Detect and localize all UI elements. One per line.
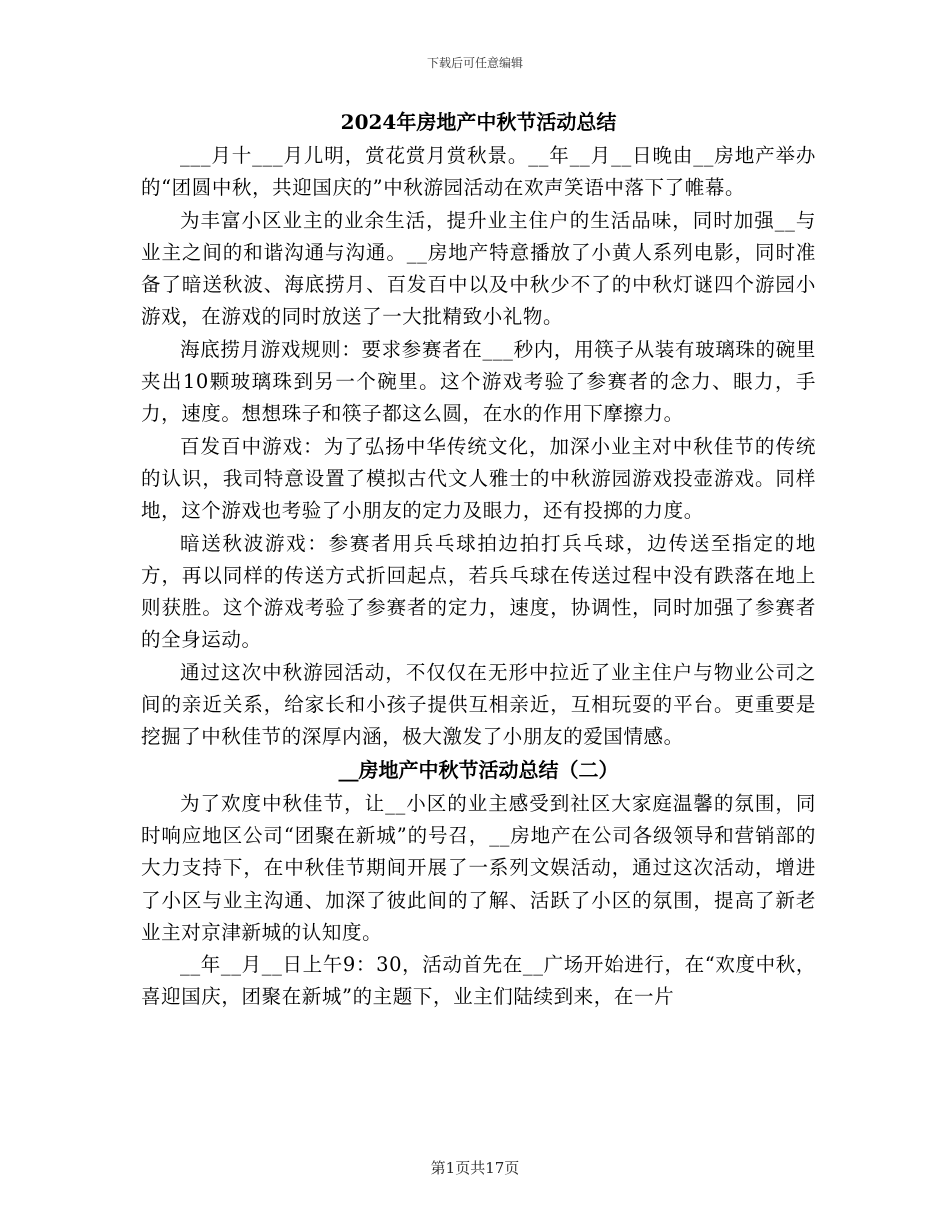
document-body [141, 106, 816, 1014]
paragraph-purpose: 为丰富小区业主的业余生活，提升业主住户的生活品味，同时加强__与业主之间的和谐沟通与沟通。__房地产特意播放了小黄人系列电影，同时准备了暗送秋波、海底捞月、百发百中以及中秋少不了的中秋灯谜四个游园小游戏，在游戏的同时放送了一大批精致小礼物。 [141, 208, 816, 329]
paragraph-game-haidilaoyue: 海底捞月游戏规则：要求参赛者在___秒内，用筷子从装有玻璃珠的碗里夹出10颗玻璃珠到另一个碗里。这个游戏考验了参赛者的念力、眼力，手力，速度。想想珠子和筷子都这么圆，在水的作用下摩擦力。 [141, 337, 816, 426]
document-title: 2024年房地产中秋节活动总结 [340, 110, 617, 134]
paragraph-game-ansongqiubo: 暗送秋波游戏：参赛者用兵乓球拍边拍打兵乓球，边传送至指定的地方，再以同样的传送方式折回起点，若兵乓球在传送过程中没有跌落在地上则获胜。这个游戏考验了参赛者的定力，速度，协调性，同时加强了参赛者的全身运动。 [141, 531, 816, 652]
paragraph-section2-intro: 为了欢度中秋佳节，让__小区的业主感受到社区大家庭温馨的氛围，同时响应地区公司“团聚在新城”的号召，__房地产在公司各级领导和营销部的大力支持下，在中秋佳节期间开展了一系列文娱活动，通过这次活动，增进了小区与业主沟通、加深了彼此间的了解、活跃了小区的氛围，提高了新老业主对京津新城的认知度。 [141, 791, 816, 944]
paragraph-intro: ___月十___月儿明，赏花赏月赏秋景。__年__月__日晚由__房地产举办的“团圆中秋，共迎国庆的”中秋游园活动在欢声笑语中落下了帷幕。 [141, 144, 816, 200]
paragraph-game-baifabaizhong: 百发百中游戏：为了弘扬中华传统文化，加深小业主对中秋佳节的传统的认识，我司特意设置了模拟古代文人雅士的中秋游园游戏投壶游戏。同样地，这个游戏也考验了小朋友的定力及眼力，还有投掷的力度。 [141, 434, 816, 523]
page-header: 下载后可任意编辑 [426, 56, 523, 70]
paragraph-conclusion: 通过这次中秋游园活动，不仅仅在无形中拉近了业主住户与物业公司之间的亲近关系，给家长和小孩子提供互相亲近，互相玩耍的平台。更重要是挖掘了中秋佳节的深厚内涵，极大激发了小朋友的爱国情感。 [141, 660, 816, 749]
paragraph-section2-event: __年__月__日上午9：30，活动首先在__广场开始进行，在“欢度中秋，喜迎国庆，团聚在新城”的主题下，业主们陆续到来，在一片 [141, 953, 816, 1009]
page-footer: 第1页共17页 [430, 1159, 520, 1177]
section-subtitle: __房地产中秋节活动总结（二） [338, 757, 619, 782]
